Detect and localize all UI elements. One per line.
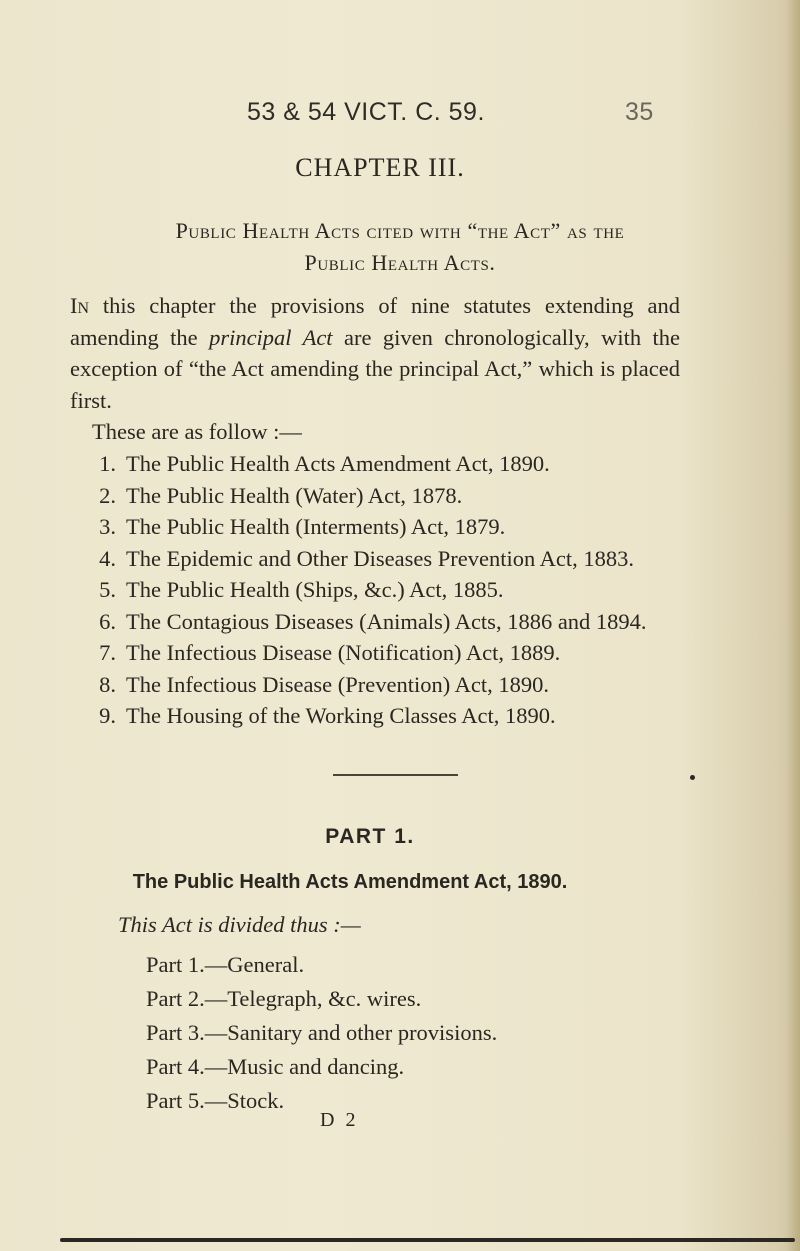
list-item (70, 606, 690, 638)
list-item-number: 2. (99, 482, 116, 508)
parts-list (146, 948, 497, 1118)
part-heading: PART 1. (325, 825, 415, 848)
list-item (70, 480, 690, 512)
list-item-text: The Public Health (Interments) Act, 1879. (126, 514, 506, 539)
page-bottom-edge (60, 1238, 795, 1242)
list-item-text: The Epidemic and Other Diseases Prevention Act, 1883. (126, 545, 634, 571)
list-item: Part 4.—Music and dancing. (146, 1054, 405, 1079)
list-item (70, 511, 690, 543)
list-item-text: The Public Health Acts Amendment Act, 1890. (126, 451, 550, 476)
list-item-number: 1. (99, 451, 116, 476)
list-item (70, 700, 690, 732)
list-item-number: 5. (99, 577, 116, 602)
intro-paragraph: In this chapter the provisions of nine statutes extending and amending the principal Act are given chronologically, with the exception of “the Act amending the principal Act,” which is placed first. (70, 293, 680, 413)
running-head: 53 & 54 VICT. C. 59. (247, 98, 485, 126)
list-item-number: 6. (99, 608, 116, 634)
list-item-text: The Infectious Disease (Prevention) Act, 1890. (126, 671, 550, 697)
list-item-number: 7. (99, 640, 116, 665)
list-item-number: 3. (99, 514, 116, 539)
page-edge-shadow (786, 0, 800, 1251)
list-item: Part 5.—Stock. (146, 1088, 285, 1113)
list-item-text: The Public Health (Ships, &c.) Act, 1885. (126, 577, 504, 602)
signature-mark: D 2 (320, 1109, 359, 1131)
list-item (70, 574, 690, 606)
list-item-text: The Contagious Diseases (Animals) Acts, 1886 and 1894. (126, 608, 647, 634)
ink-dot (690, 775, 695, 780)
list-item: Part 3.—Sanitary and other provisions. (146, 1020, 498, 1045)
list-item (70, 543, 690, 575)
page-number: 35 (625, 98, 654, 126)
list-item-text: The Infectious Disease (Notification) Act, 1889. (126, 640, 561, 665)
list-item-number: 8. (99, 671, 116, 697)
list-item: Part 1.—General. (146, 952, 305, 977)
list-item-number: 9. (99, 703, 116, 728)
statute-list (70, 448, 690, 732)
list-item (70, 637, 690, 669)
list-item-text: The Housing of the Working Classes Act, 1890. (126, 703, 556, 728)
section-divider (333, 774, 458, 776)
list-item (70, 669, 690, 701)
chapter-subtitle-line-1: Public Health Acts cited with “the Act” as the (175, 218, 625, 243)
chapter-title: CHAPTER III. (295, 153, 465, 182)
list-item-number: 4. (99, 545, 116, 571)
divided-label: This Act is divided thus :— (118, 912, 361, 937)
list-item: Part 2.—Telegraph, &c. wires. (146, 986, 422, 1011)
follow-paragraph: These are as follow :— (92, 419, 302, 444)
act-title: The Public Health Acts Amendment Act, 1890. (132, 871, 568, 893)
chapter-subtitle-line-2: Public Health Acts. (304, 250, 496, 275)
list-item (70, 448, 690, 480)
list-item-text: The Public Health (Water) Act, 1878. (126, 482, 463, 508)
